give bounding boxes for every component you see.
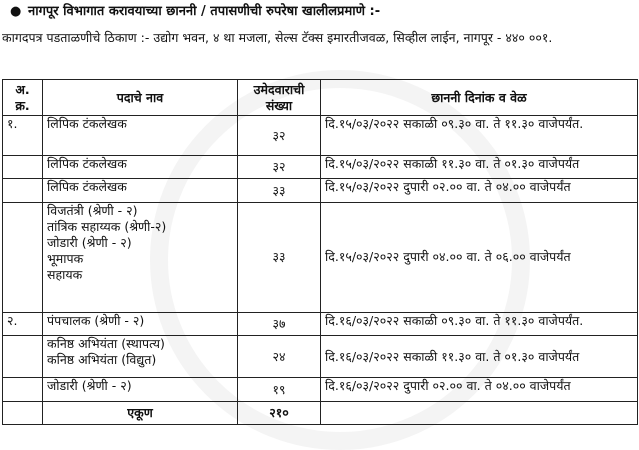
table-row (3, 378, 638, 401)
cell-sr (3, 401, 43, 424)
header-datetime: छाननी दिनांक व वेळ (321, 80, 638, 116)
cell-post: लिपिक टंकलेखक (43, 156, 238, 179)
cell-count: १९ (238, 378, 321, 401)
cell-datetime: दि.१६/०३/२०२२ दुपारी ०२.०० वा. ते ०४.०० वाजेपर्यंत (321, 378, 638, 401)
post-line: कनिष्ठ अभियंता (स्थापत्य) (47, 336, 165, 352)
cell-count: ३७ (238, 312, 321, 335)
cell-datetime: दि.१५/०३/२०२२ दुपारी ०४.०० वा. ते ०६.०० वाजेपर्यंत (321, 202, 638, 312)
header-sr: अ. क्र. (3, 80, 43, 116)
total-row (3, 401, 638, 424)
heading-text: नागपूर विभागात करावयाच्या छाननी / तपासणीची रुपरेषा खालीलप्रमाणे :- (28, 4, 381, 19)
cell-post: पंपचालक (श्रेणी - २) (43, 312, 238, 335)
table-row (3, 156, 638, 179)
cell-post: लिपिक टंकलेखक (43, 179, 238, 202)
table-row (3, 116, 638, 156)
header-row (3, 80, 638, 116)
total-label: एकूण (43, 401, 238, 424)
table-row (3, 336, 638, 378)
cell-datetime: दि.१५/०३/२०२२ सकाळी ०९.३० वा. ते ११.३० वाजेपर्यंत. (321, 116, 638, 156)
cell-datetime: दि.१६/०३/२०२२ सकाळी ०९.३० वा. ते ११.३० वाजेपर्यंत. (321, 312, 638, 335)
cell-post: जोडारी (श्रेणी - २) (43, 378, 238, 401)
post-line: सहायक (47, 266, 83, 282)
cell-count: ३३ (238, 179, 321, 202)
cell-sr: १. (3, 116, 43, 156)
cell-post: लिपिक टंकलेखक (43, 116, 238, 156)
section-heading (10, 2, 630, 22)
cell-sr (3, 202, 43, 312)
cell-datetime (321, 401, 638, 424)
cell-datetime: दि.१५/०३/२०२२ दुपारी ०२.०० वा. ते ०४.०० वाजेपर्यंत (321, 179, 638, 202)
table-row (3, 312, 638, 335)
post-line: विजतंत्री (श्रेणी - २) (47, 202, 138, 218)
cell-sr (3, 336, 43, 378)
cell-post (43, 336, 238, 378)
header-count: उमेदवाराची संख्या (238, 80, 321, 116)
table-row (3, 202, 638, 312)
table-row (3, 179, 638, 202)
cell-count: २४ (238, 336, 321, 378)
cell-count: ३३ (238, 202, 321, 312)
cell-datetime: दि.१६/०३/२०२२ सकाळी ११.३० वा. ते ०१.३० वाजेपर्यंत (321, 336, 638, 378)
cell-sr (3, 179, 43, 202)
cell-datetime: दि.१५/०३/२०२२ सकाळी ११.३० वा. ते ०१.३० वाजेपर्यंत (321, 156, 638, 179)
venue-address: कागदपत्र पडताळणीचे ठिकाण :- उद्योग भवन, ४ था मजला, सेल्स टॅक्स इमारतीजवळ, सिव्हील लाईन, नागपूर - ४४० ००१. (2, 30, 553, 45)
cell-count: ३२ (238, 116, 321, 156)
post-line: कनिष्ठ अभियंता (विद्युत) (47, 352, 157, 368)
cell-sr: २. (3, 312, 43, 335)
cell-sr (3, 378, 43, 401)
cell-sr (3, 156, 43, 179)
cell-count: ३२ (238, 156, 321, 179)
total-value: २१० (238, 401, 321, 424)
post-line: जोडारी (श्रेणी - २) (47, 234, 132, 250)
post-line: भूमापक (47, 250, 84, 266)
header-post: पदाचे नाव (43, 80, 238, 116)
bullet-icon: ● (10, 4, 22, 19)
cell-post (43, 202, 238, 312)
schedule-table (2, 79, 638, 425)
post-line: तांत्रिक सहाय्यक (श्रेणी-२) (47, 218, 167, 234)
